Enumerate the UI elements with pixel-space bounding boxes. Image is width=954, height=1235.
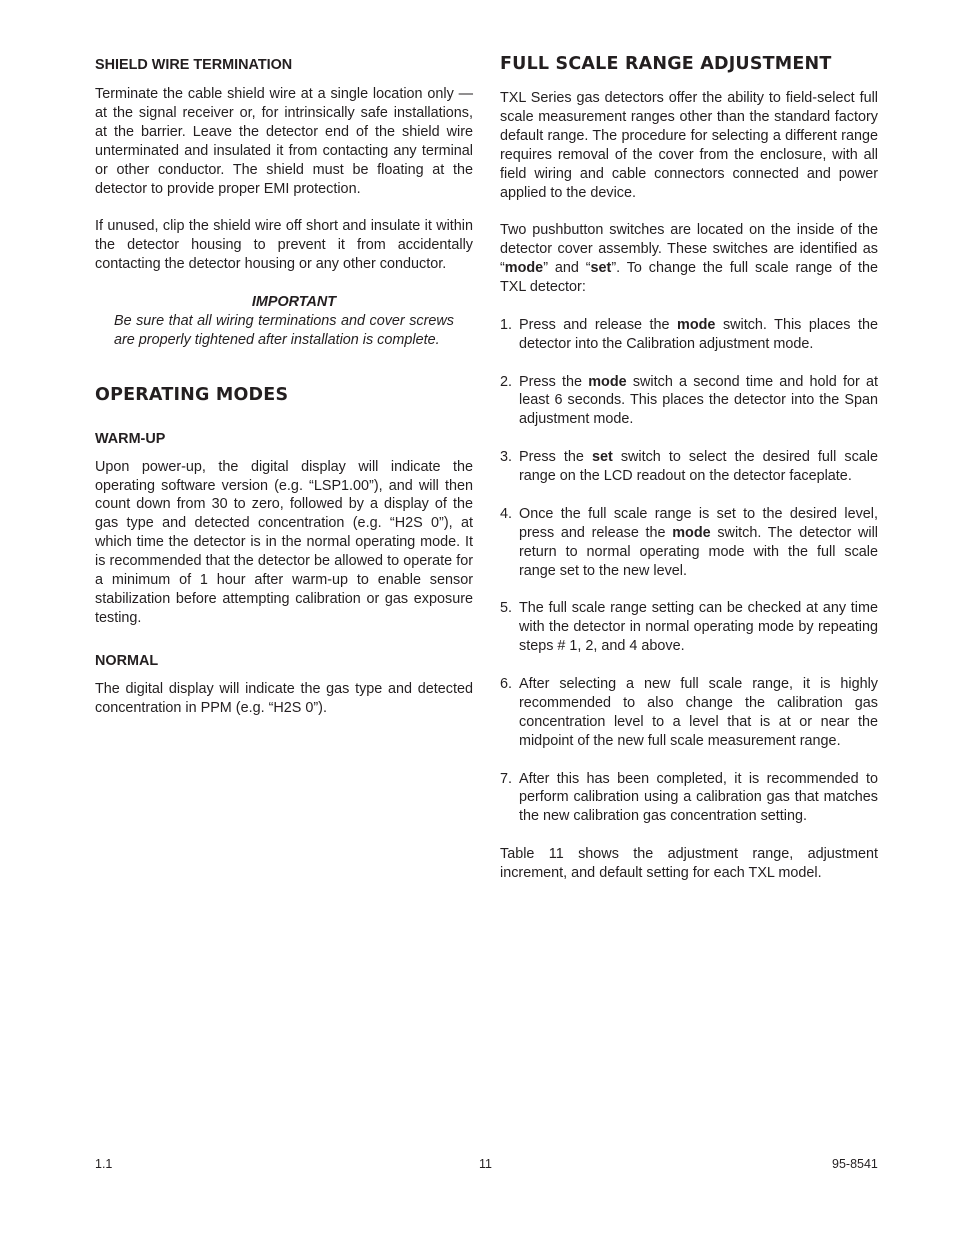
shield-wire-paragraph-1: Terminate the cable shield wire at a single location only — at the signal receiver or, for intrinsically safe installations, at the barrier. Leave the detector end of the shield wire unterminated and insulated it from contacting any terminal or other conductor. The shield must be floating at the detector to provide proper EMI protection. [95, 86, 473, 197]
footer-document-number: 95-8541 [832, 1157, 878, 1171]
list-item: 7. After this has been completed, it is recommended to perform calibration using a calibration gas that matches the new calibration gas concentration setting. [500, 770, 878, 825]
set-switch-label: set [590, 260, 612, 277]
full-scale-range-heading: FULL SCALE RANGE ADJUSTMENT [500, 54, 832, 74]
list-item: 3. Press the set switch to select the desired full scale range on the LCD readout on the detector faceplate. [500, 449, 878, 485]
list-item: 2. Press the mode switch a second time and hold for at least 6 seconds. This places the detector into the Span adjustment mode. [500, 373, 878, 428]
footer-page-number: 11 [479, 1157, 492, 1171]
operating-modes-heading: OPERATING MODES [95, 384, 289, 405]
important-title: IMPORTANT [251, 293, 337, 310]
list-item: 4. Once the full scale range is set to the desired level, press and release the mode switch. The detector will return to normal operating mode with the full scale range set to the new level. [500, 505, 878, 579]
warm-up-paragraph: Upon power-up, the digital display will indicate the operating software version (e.g. “LSP1.00”), and will then count down from 30 to zero, followed by a display of the gas type and detected concentration (e.g. “H2S 0”), at which time the detector is in the normal operating mode. It is recommended that the detector be allowed to operate for a minimum of 1 hour after warm-up to enable sensor stabilization before attempting calibration or gas exposure testing. [95, 458, 473, 626]
list-item: 5. The full scale range setting can be checked at any time with the detector in normal operating mode by repeating steps # 1, 2, and 4 above. [500, 600, 878, 655]
full-scale-paragraph-3: Table 11 shows the adjustment range, adjustment increment, and default setting for each TXL model. [500, 846, 878, 882]
shield-wire-heading: SHIELD WIRE TERMINATION [95, 57, 293, 73]
procedure-steps [500, 316, 878, 826]
normal-heading: NORMAL [95, 652, 159, 669]
footer-revision: 1.1 [95, 1157, 113, 1171]
list-item: 1. Press and release the mode switch. This places the detector into the Calibration adjustment mode. [500, 316, 878, 352]
right-column [500, 50, 878, 883]
full-scale-paragraph-2: Two pushbutton switches are located on the inside of the detector cover assembly. These switches are identified as “mode” and “set”. To change the full scale range of the TXL detector: [500, 222, 878, 296]
warm-up-heading: WARM-UP [95, 430, 166, 447]
left-column [95, 50, 473, 718]
normal-paragraph: The digital display will indicate the gas type and detected concentration in PPM (e.g. “H2S 0”). [95, 680, 473, 716]
mode-switch-label: mode [504, 260, 544, 277]
important-note: Be sure that all wiring terminations and cover screws are properly tightened after installation is complete. [114, 312, 454, 348]
shield-wire-paragraph-2: If unused, clip the shield wire off short and insulate it within the detector housing to prevent it from accidentally contacting the detector housing or any other conductor. [95, 218, 473, 273]
full-scale-paragraph-1: TXL Series gas detectors offer the ability to field-select full scale measurement ranges other than the standard factory default range. The procedure for selecting a different range requires removal of the cover from the enclosure, with all field wiring and cable connectors connected and power applied to the device. [500, 90, 878, 201]
list-item: 6. After selecting a new full scale range, it is highly recommended to also change the calibration gas concentration level to a level that is at or near the midpoint of the new full scale measurement range. [500, 675, 878, 749]
